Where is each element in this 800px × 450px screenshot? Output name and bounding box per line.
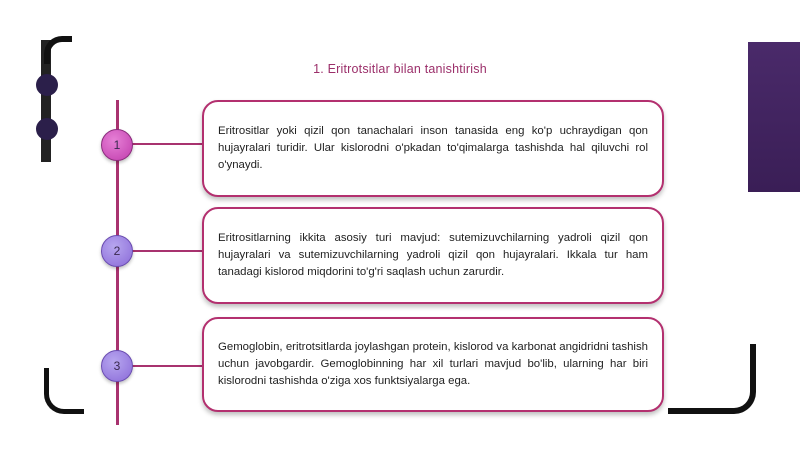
timeline-node-2 [101, 235, 133, 267]
node-number: 1 [113, 138, 121, 152]
text-card-1 [202, 100, 664, 197]
decorative-dot [36, 74, 58, 96]
card-text: Gemoglobin, eritrotsitlarda joylashgan protein, kislorod va karbonat angidridni tashish uchun javobgardir. Gemoglobinning har xil turlari mavjud bo'lib, ularning har biri kislorodni tashishda o'ziga xos funktsiyalarga ega. [218, 341, 648, 387]
card-text: Eritrositlarning ikkita asosiy turi mavjud: sutemizuvchilarning yadroli qizil qon hujayralari va sutemizuvchilarning yadroli qizil qon hujayralari. Ikkala tur ham tanadagi kislorod miqdorini to'g'ri saqlash uchun zarurdir. [218, 232, 648, 278]
decorative-panel-right [748, 42, 800, 192]
decorative-corner-bottom-right [668, 344, 756, 414]
node-number: 3 [113, 359, 121, 373]
decorative-dot [36, 118, 58, 140]
text-card-2 [202, 207, 664, 304]
text-card-3 [202, 317, 664, 412]
decorative-corner-bottom-left [44, 368, 84, 414]
slide-title: 1. Eritrotsitlar bilan tanishtirish [313, 62, 487, 76]
timeline-node-3 [101, 350, 133, 382]
node-number: 2 [113, 244, 121, 258]
card-text: Eritrositlar yoki qizil qon tanachalari inson tanasida eng ko'p uchraydigan qon hujayralari turidir. Ular kislorodni o'pkadan to'qimalarga tashishda hal qiluvchi rol o'ynaydi. [218, 125, 648, 171]
timeline-node-1 [101, 129, 133, 161]
